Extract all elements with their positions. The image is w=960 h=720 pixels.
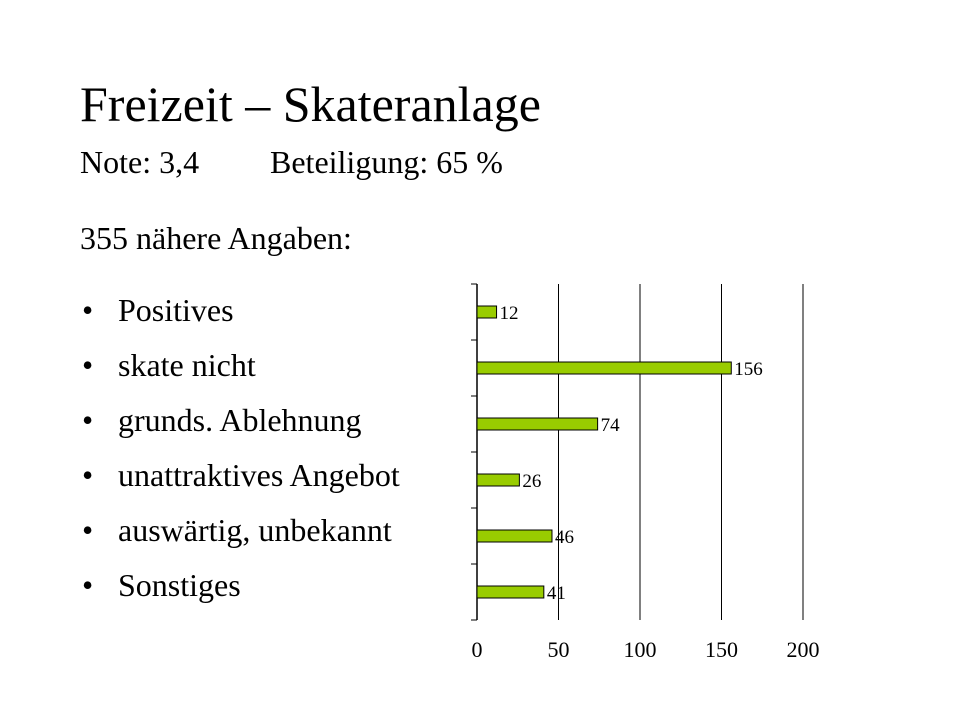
value-label: 156: [734, 359, 763, 380]
bar-1: [477, 306, 497, 318]
bullet-icon: •: [82, 512, 94, 548]
details-count: 355 nähere Angaben:: [80, 220, 352, 256]
page-title: Freizeit – Skateranlage: [80, 76, 541, 132]
bar-6: [477, 586, 544, 598]
x-tick-label: 0: [471, 637, 483, 662]
x-tick-label: 150: [705, 637, 738, 662]
value-label: 46: [554, 527, 574, 548]
bar-4: [477, 474, 519, 486]
value-label: 74: [600, 415, 620, 436]
chart-x-ticks: [472, 637, 820, 662]
grade-note: Note: 3,4: [80, 144, 200, 180]
bar-2: [477, 362, 731, 374]
x-tick-label: 50: [547, 637, 570, 662]
chart-grid: [471, 284, 803, 620]
participation-note: Beteiligung: 65 %: [270, 144, 503, 180]
value-label: 26: [522, 471, 542, 492]
list-item-label: auswärtig, unbekannt: [118, 512, 392, 548]
list-item-label: Sonstiges: [118, 567, 241, 603]
bar-3: [477, 418, 598, 430]
list-item-label: grunds. Ablehnung: [118, 402, 362, 438]
chart-value-labels: [500, 303, 763, 604]
bar-5: [477, 530, 552, 542]
bullet-icon: •: [82, 457, 94, 493]
value-label: 41: [546, 583, 566, 604]
list-item-label: unattraktives Angebot: [118, 457, 400, 493]
list-item-label: Positives: [118, 292, 234, 328]
value-label: 12: [499, 303, 519, 324]
bullet-icon: •: [82, 347, 94, 383]
bullet-icon: •: [82, 567, 94, 603]
bullet-icon: •: [82, 402, 94, 438]
x-tick-label: 200: [786, 637, 820, 662]
bullet-icon: •: [82, 292, 94, 328]
x-tick-label: 100: [623, 637, 657, 662]
list-item-label: skate nicht: [118, 347, 256, 383]
chart-bars: [477, 306, 731, 598]
